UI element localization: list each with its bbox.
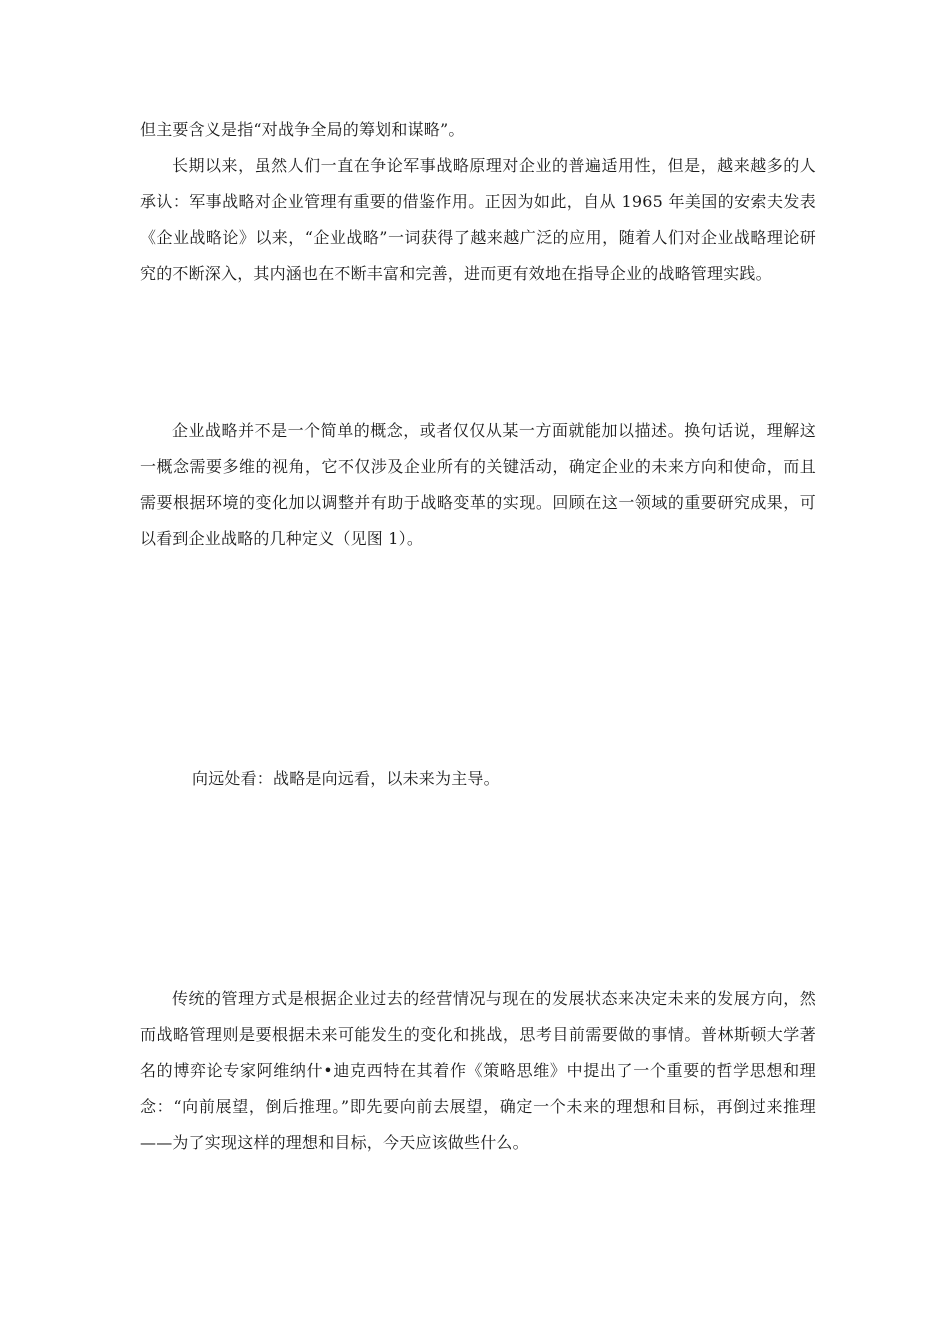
figure-caption-look-far: 向远处看：战略是向远看，以未来为主导。 xyxy=(192,769,500,788)
paragraph-enterprise-strategy-concept: 企业战略并不是一个简单的概念，或者仅仅从某一方面就能加以描述。换句话说，理解这一概念需要多维的视角，它不仅涉及企业所有的关键活动，确定企业的未来方向和使命，而且需要根据环境的变化加以调整并有助于战略变革的实现。回顾在这一领域的重要研究成果，可以看到企业战略的几种定义（见图 1）。 xyxy=(140,421,816,548)
paragraph-war-strategy-meaning: 但主要含义是指“对战争全局的筹划和谋略”。 xyxy=(140,120,465,139)
paragraph-traditional-management: 传统的管理方式是根据企业过去的经营情况与现在的发展状态来决定未来的发展方向，然而战略管理则是要根据未来可能发生的变化和挑战，思考目前需要做的事情。普林斯顿大学著名的博弈论专家阿维纳什•迪克西特在其着作《策略思维》中提出了一个重要的哲学思想和理念：“向前展望，倒后推理。”即先要向前去展望，确定一个未来的理想和目标，再倒过来推理——为了实现这样的理想和目标，今天应该做些什么。 xyxy=(140,989,816,1152)
paragraph-military-strategy-reference: 长期以来，虽然人们一直在争论军事战略原理对企业的普遍适用性，但是，越来越多的人承认：军事战略对企业管理有重要的借鉴作用。正因为如此，自从 1965 年美国的安索夫发表《企业战略论》以来，“企业战略”一词获得了越来越广泛的应用，随着人们对企业战略理论研究的不断深入，其内涵也在不断丰富和完善，进而更有效地在指导企业的战略管理实践。 xyxy=(140,156,816,283)
